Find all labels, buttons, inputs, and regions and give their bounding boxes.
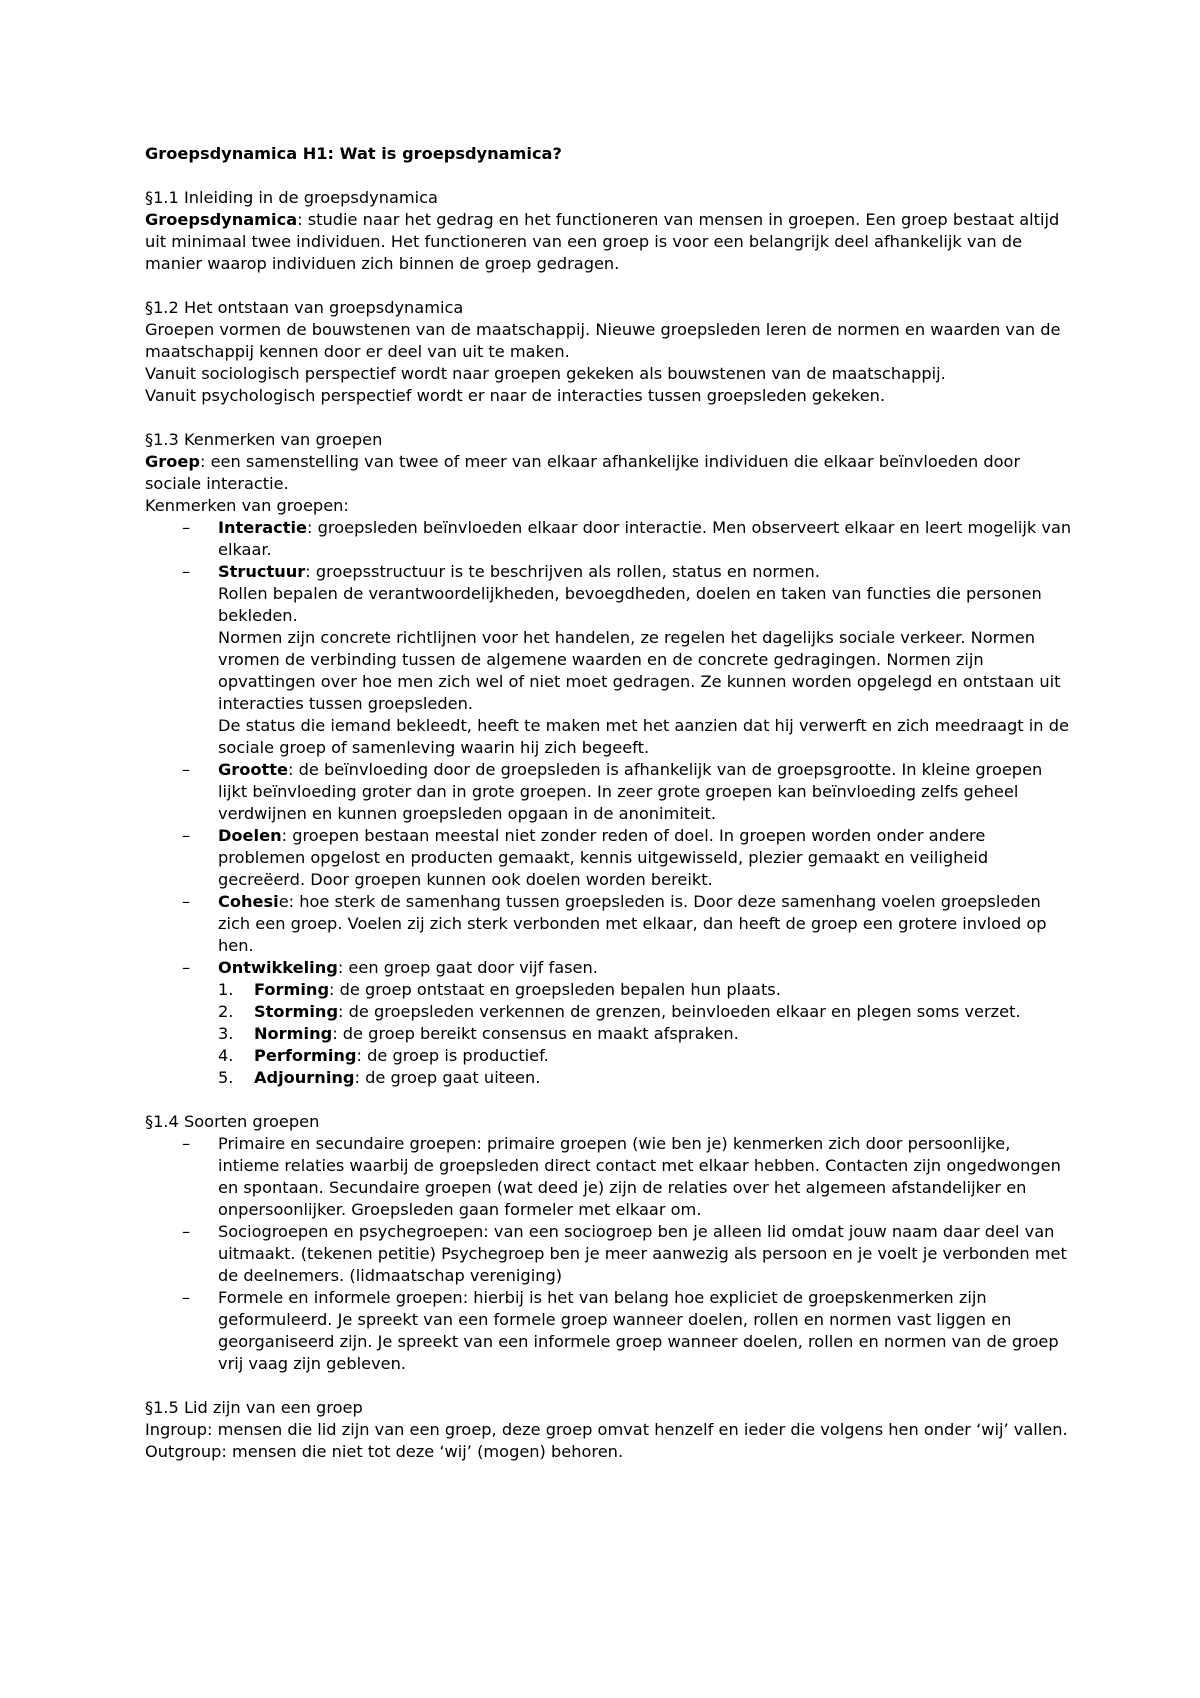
soorten-list	[145, 1133, 1075, 1375]
section-1-5-outgroup: Outgroup: mensen die niet tot deze ‘wij’ (mogen) behoren.	[145, 1442, 624, 1461]
phases-list	[218, 979, 1075, 1089]
list-item: – Grootte: de beïnvloeding door de groepsleden is afhankelijk van de groepsgrootte. In kleine groepen lijkt beïnvloeding groter dan in grote groepen. In zeer grote groepen kan beïnvloeding zelfs geheel verdwijnen en kunnen groepsleden opgaan in de anonimiteit.	[218, 759, 1075, 825]
section-1-1-definition: Groepsdynamica: studie naar het gedrag en het functioneren van mensen in groepen. Een groep bestaat altijd uit minimaal twee individuen. Het functioneren van een groep is voor een belangrijk deel afhankelijk van de manier waarop individuen zich binnen de groep gedragen.	[145, 210, 1060, 273]
section-1-2-heading: §1.2 Het ontstaan van groepsdynamica	[145, 298, 464, 317]
list-item: – Ontwikkeling: een groep gaat door vijf fasen. 1. Forming: de groep ontstaat en groepsleden bepalen hun plaats. 2. Storming: de groepsleden verkennen de grenzen, beinvloeden elkaar en plegen soms verzet. 3. Norming: de groep bereikt consensus en maakt afspraken. 4. Performing: de groep is productief. 5. Adjourning: de groep gaat uiteen.	[218, 957, 1075, 1089]
document-page	[145, 143, 1075, 1463]
list-item: – Interactie: groepsleden beïnvloeden elkaar door interactie. Men observeert elkaar en leert mogelijk van elkaar.	[218, 517, 1075, 561]
list-item: – Formele en informele groepen: hierbij is het van belang hoe expliciet de groepskenmerken zijn geformuleerd. Je spreekt van een formele groep wanneer doelen, rollen en normen vast liggen en georganiseerd zijn. Je spreekt van een informele groep wanneer doelen, rollen en normen van de groep vrij vaag zijn gebleven.	[218, 1287, 1075, 1375]
section-1-2-paragraph-2: Vanuit sociologisch perspectief wordt naar groepen gekeken als bouwstenen van de maatschappij.	[145, 364, 946, 383]
phase-item: 1. Forming: de groep ontstaat en groepsleden bepalen hun plaats.	[218, 980, 781, 999]
phase-item: 5. Adjourning: de groep gaat uiteen.	[218, 1068, 541, 1087]
phase-item: 3. Norming: de groep bereikt consensus en maakt afspraken.	[218, 1024, 739, 1043]
section-1-5-heading: §1.5 Lid zijn van een groep	[145, 1398, 363, 1417]
term-groepsdynamica: Groepsdynamica	[145, 210, 298, 229]
list-item: – Cohesie: hoe sterk de samenhang tussen groepsleden is. Door deze samenhang voelen groepsleden zich een groep. Voelen zij zich sterk verbonden met elkaar, dan heeft de groep een grotere invloed op hen.	[218, 891, 1075, 957]
section-1-1-heading: §1.1 Inleiding in de groepsdynamica	[145, 188, 438, 207]
kenmerken-list	[145, 517, 1075, 1089]
section-1-4-heading: §1.4 Soorten groepen	[145, 1112, 320, 1131]
list-item: – Primaire en secundaire groepen: primaire groepen (wie ben je) kenmerken zich door persoonlijke, intieme relaties waarbij de groepsleden direct contact met elkaar hebben. Contacten zijn ongedwongen en spontaan. Secundaire groepen (wat deed je) zijn de relaties over het algemeen afstandelijker en onpersoonlijker. Groepsleden gaan formeler met elkaar om.	[218, 1133, 1075, 1221]
section-1-2-paragraph-3: Vanuit psychologisch perspectief wordt er naar de interacties tussen groepsleden gekeken.	[145, 386, 886, 405]
term-groep: Groep	[145, 452, 200, 471]
section-1-3-list-intro: Kenmerken van groepen:	[145, 496, 349, 515]
section-1-3-definition: Groep: een samenstelling van twee of meer van elkaar afhankelijke individuen die elkaar beïnvloeden door sociale interactie.	[145, 452, 1021, 493]
list-item: – Sociogroepen en psychegroepen: van een sociogroep ben je alleen lid omdat jouw naam daar deel van uitmaakt. (tekenen petitie) Psychegroep ben je meer aanwezig als persoon en je voelt je verbonden met de deelnemers. (lidmaatschap vereniging)	[218, 1221, 1075, 1287]
phase-item: 4. Performing: de groep is productief.	[218, 1046, 549, 1065]
structuur-rollen: Rollen bepalen de verantwoordelijkheden, bevoegdheden, doelen en taken van functies die personen bekleden.	[218, 584, 1042, 625]
list-item: – Doelen: groepen bestaan meestal niet zonder reden of doel. In groepen worden onder andere problemen opgelost en producten gemaakt, kennis uitgewisseld, plezier gemaakt en veiligheid gecreëerd. Door groepen kunnen ook doelen worden bereikt.	[218, 825, 1075, 891]
section-1-3-heading: §1.3 Kenmerken van groepen	[145, 430, 383, 449]
document-title: Groepsdynamica H1: Wat is groepsdynamica?	[145, 144, 562, 163]
phase-item: 2. Storming: de groepsleden verkennen de grenzen, beinvloeden elkaar en plegen soms verzet.	[218, 1002, 1021, 1021]
section-1-5-ingroup: Ingroup: mensen die lid zijn van een groep, deze groep omvat henzelf en ieder die volgens hen onder ‘wij’ vallen.	[145, 1420, 1068, 1439]
structuur-status: De status die iemand bekleedt, heeft te maken met het aanzien dat hij verwerft en zich meedraagt in de sociale groep of samenleving waarin hij zich begeeft.	[218, 716, 1069, 757]
section-1-2-paragraph-1: Groepen vormen de bouwstenen van de maatschappij. Nieuwe groepsleden leren de normen en waarden van de maatschappij kennen door er deel van uit te maken.	[145, 320, 1061, 361]
structuur-normen: Normen zijn concrete richtlijnen voor het handelen, ze regelen het dagelijks sociale verkeer. Normen vromen de verbinding tussen de algemene waarden en de concrete gedragingen. Normen zijn opvattingen over hoe men zich wel of niet moet gedragen. Ze kunnen worden opgelegd en ontstaan uit interacties tussen groepsleden.	[218, 628, 1061, 713]
list-item: – Structuur: groepsstructuur is te beschrijven als rollen, status en normen. Rollen bepalen de verantwoordelijkheden, bevoegdheden, doelen en taken van functies die personen bekleden. Normen zijn concrete richtlijnen voor het handelen, ze regelen het dagelijks sociale verkeer. Normen vromen de verbinding tussen de algemene waarden en de concrete gedragingen. Normen zijn opvattingen over hoe men zich wel of niet moet gedragen. Ze kunnen worden opgelegd en ontstaan uit interacties tussen groepsleden. De status die iemand bekleedt, heeft te maken met het aanzien dat hij verwerft en zich meedraagt in de sociale groep of samenleving waarin hij zich begeeft.	[218, 561, 1075, 759]
